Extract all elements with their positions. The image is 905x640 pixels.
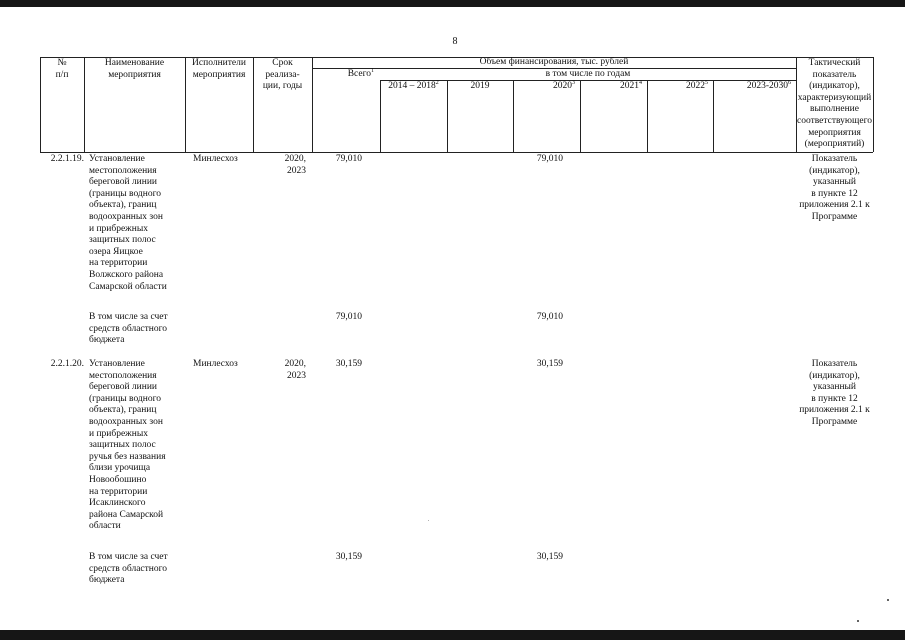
header-col-name: Наименование мероприятия <box>104 58 165 80</box>
row-year-2020: 79,010 <box>536 312 563 322</box>
header-year-2020: 2020$^3$ <box>553 79 575 91</box>
header-col-term: Срок реализа- ции, годы <box>262 58 303 92</box>
scan-top-border <box>0 0 905 7</box>
header-year-2021: 2021$^4$ <box>620 79 642 91</box>
header-including-years: в том числе по годам <box>545 69 631 79</box>
row-term: 2020, 2023 <box>284 359 306 381</box>
row-indicator: Показатель (индикатор), указанный в пункте 12 приложения 2.1 к Программе <box>799 154 870 222</box>
header-total: Всего$^1$ <box>347 67 374 79</box>
row-number: 2.2.1.20. <box>50 359 84 369</box>
scan-speck <box>428 520 429 521</box>
header-col-executor: Исполнители мероприятия <box>192 58 246 80</box>
row-name: Установление местоположения береговой линии (границы водного объекта), границ водоохранных зон и прибрежных защитных полос озера Яицкое на территории Волжского района Самарской области <box>89 154 167 292</box>
row-name: В том числе за счет средств областного бюджета <box>89 312 168 346</box>
row-executor: Минлесхоз <box>193 359 238 369</box>
header-col-number: № п/п <box>55 58 69 80</box>
page-number: 8 <box>452 36 458 47</box>
row-year-2020: 79,010 <box>536 154 563 164</box>
row-name: В том числе за счет средств областного бюджета <box>89 552 168 586</box>
row-total: 79,010 <box>335 312 362 322</box>
header-year-2014-2018: 2014 – 2018$^2$ <box>388 79 439 91</box>
row-year-2020: 30,159 <box>536 552 563 562</box>
row-number: 2.2.1.19. <box>50 154 84 164</box>
row-executor: Минлесхоз <box>193 154 238 164</box>
header-year-2023-2030: 2023-2030$^6$ <box>746 79 791 91</box>
header-year-2022: 2022$^5$ <box>686 79 708 91</box>
row-total: 30,159 <box>335 359 362 369</box>
scan-bottom-border <box>0 630 905 640</box>
row-name: Установление местоположения береговой линии (границы водного объекта), границ водоохранных зон и прибрежных защитных полос ручья без названия близи урочища Новообошино на территории Исаклинского района Самарской области <box>89 359 166 532</box>
header-financing-title: Объем финансирования, тыс. рублей <box>479 57 629 67</box>
scan-speck <box>857 620 859 622</box>
row-year-2020: 30,159 <box>536 359 563 369</box>
scan-speck <box>887 599 889 601</box>
row-term: 2020, 2023 <box>284 154 306 176</box>
header-year-2019: 2019 <box>470 81 490 91</box>
header-col-indicator: Тактический показатель (индикатор), характеризующий выполнение соответствующего мероприятия (мероприятий) <box>797 58 872 150</box>
row-total: 79,010 <box>335 154 362 164</box>
row-total: 30,159 <box>335 552 362 562</box>
row-indicator: Показатель (индикатор), указанный в пункте 12 приложения 2.1 к Программе <box>799 359 870 427</box>
